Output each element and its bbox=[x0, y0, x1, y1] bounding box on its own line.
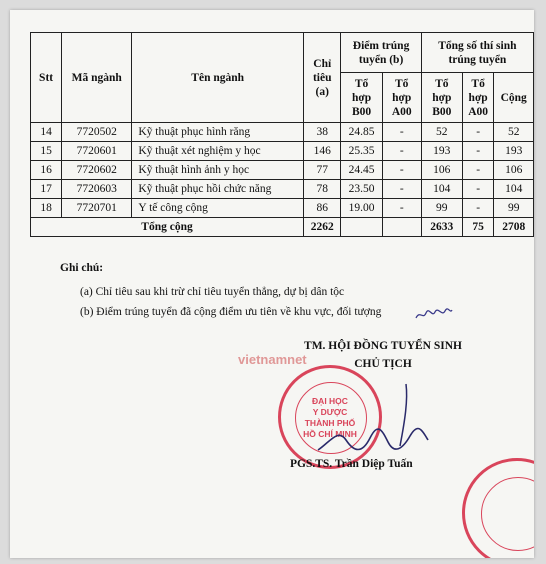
note-a: (a) Chỉ tiêu sau khi trừ chỉ tiêu tuyển thẳng, dự bị dân tộc bbox=[80, 286, 345, 298]
signature-role: CHỦ TỊCH bbox=[354, 358, 412, 370]
partial-seal bbox=[462, 458, 534, 558]
signature-org: TM. HỘI ĐỒNG TUYỂN SINH bbox=[304, 340, 462, 352]
signature-block bbox=[278, 340, 488, 370]
header-cong: Cộng bbox=[494, 73, 534, 123]
official-seal: ĐẠI HỌC Y DƯỢC THÀNH PHỐ HỒ CHÍ MINH bbox=[278, 365, 382, 469]
handwritten-signature bbox=[310, 380, 440, 460]
initials-signature bbox=[414, 304, 454, 324]
table-row: 14 7720502 Kỹ thuật phục hình răng 38 24.85 - 52 - 52 bbox=[31, 123, 534, 142]
table-row: 17 7720603 Kỹ thuật phục hồi chức năng 78 23.50 - 104 - 104 bbox=[31, 180, 534, 199]
header-diem: Điểm trúng tuyển (b) bbox=[341, 33, 421, 73]
header-chi-tieu: Chỉ tiêu (a) bbox=[304, 33, 341, 123]
header-ts-b00: Tổ hợp B00 bbox=[421, 73, 462, 123]
header-diem-b00: Tổ hợp B00 bbox=[341, 73, 382, 123]
note-b: (b) Điểm trúng tuyển đã cộng điểm ưu tiên về khu vực, đối tượng bbox=[80, 306, 382, 318]
document-page bbox=[10, 10, 534, 558]
admission-table bbox=[30, 32, 534, 237]
header-tong-so: Tổng số thí sinh trúng tuyển bbox=[421, 33, 533, 73]
signer-name: PGS.TS. Trần Diệp Tuấn bbox=[290, 458, 413, 470]
table-total-row: Tổng cộng 2262 2633 75 2708 bbox=[31, 218, 534, 237]
header-stt: Stt bbox=[31, 33, 62, 123]
header-ten-nganh: Tên ngành bbox=[132, 33, 304, 123]
notes-title: Ghi chú: bbox=[60, 262, 104, 274]
header-ma-nganh: Mã ngành bbox=[62, 33, 132, 123]
header-ts-a00: Tổ hợp A00 bbox=[462, 73, 494, 123]
vietnamnet-watermark: vietnamnet bbox=[238, 352, 307, 367]
table-row: 15 7720601 Kỹ thuật xét nghiệm y học 146 25.35 - 193 - 193 bbox=[31, 142, 534, 161]
notes-section bbox=[60, 262, 381, 326]
header-diem-a00: Tổ hợp A00 bbox=[382, 73, 421, 123]
table-row: 16 7720602 Kỹ thuật hình ảnh y học 77 24.45 - 106 - 106 bbox=[31, 161, 534, 180]
table-row: 18 7720701 Y tế công cộng 86 19.00 - 99 - 99 bbox=[31, 199, 534, 218]
total-label: Tổng cộng bbox=[31, 218, 304, 237]
